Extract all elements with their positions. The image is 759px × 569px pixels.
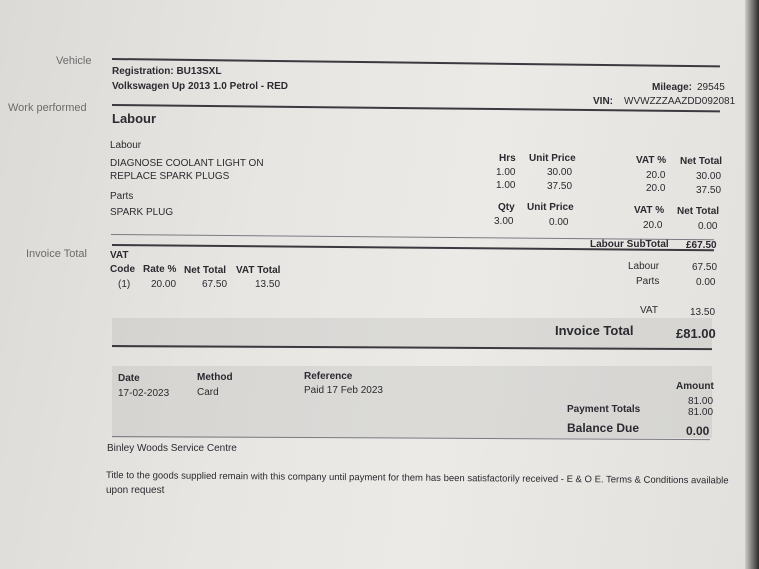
labour-col-net-total: Net Total: [680, 156, 723, 167]
labour-subtotal-value: £67.50: [686, 240, 717, 251]
summary-vat-value: 13.50: [690, 307, 716, 318]
registration: Registration: BU13SXL: [112, 66, 222, 77]
parts-col-qty: Qty: [498, 202, 515, 213]
mileage-value: 29545: [697, 82, 725, 93]
parts-row-net: 0.00: [698, 221, 718, 232]
summary-labour-label: Labour: [628, 261, 660, 272]
payment-row-amount: 81.00: [688, 396, 714, 407]
balance-due-value: 0.00: [686, 424, 710, 438]
parts-col-unit-price: Unit Price: [527, 202, 574, 213]
vin-value: WVWZZZAAZDD092081: [624, 96, 736, 107]
labour-row-net: 37.50: [696, 185, 722, 196]
vat-col-rate: Rate %: [143, 264, 177, 275]
labour-row-hrs: 1.00: [496, 180, 516, 191]
work-performed-section-label: Work performed: [8, 102, 87, 114]
company-name: Binley Woods Service Centre: [107, 443, 237, 454]
labour-subsection-title: Labour: [110, 140, 142, 151]
vin-label: VIN:: [593, 96, 613, 107]
parts-col-net-total: Net Total: [677, 206, 720, 217]
summary-labour-value: 67.50: [692, 262, 718, 273]
labour-row-hrs: 1.00: [496, 167, 516, 178]
vat-row-net: 67.50: [202, 279, 228, 290]
labour-col-hrs: Hrs: [499, 153, 516, 164]
labour-row-vat: 20.0: [646, 183, 666, 194]
summary-parts-label: Parts: [636, 276, 660, 287]
labour-col-vat: VAT %: [636, 155, 667, 166]
terms-line-2: upon request: [106, 485, 165, 496]
vat-row-vat: 13.50: [255, 279, 281, 290]
vat-row-rate: 20.00: [151, 279, 177, 290]
parts-row-desc: SPARK PLUG: [110, 207, 174, 218]
labour-col-unit-price: Unit Price: [529, 153, 576, 164]
vat-table-title: VAT: [110, 250, 129, 261]
payment-row-date: 17-02-2023: [118, 388, 170, 399]
payment-row-reference: Paid 17 Feb 2023: [304, 385, 383, 396]
labour-heading: Labour: [112, 111, 157, 126]
summary-vat-label: VAT: [640, 305, 658, 316]
balance-due-label: Balance Due: [567, 421, 640, 435]
summary-parts-value: 0.00: [696, 277, 716, 288]
labour-row-unit: 30.00: [547, 167, 573, 178]
vat-col-net-total: Net Total: [184, 265, 227, 276]
invoice-total-label: Invoice Total: [555, 323, 634, 338]
labour-row-desc: DIAGNOSE COOLANT LIGHT ON: [110, 158, 264, 169]
payment-col-date: Date: [118, 373, 140, 384]
payment-col-method: Method: [197, 372, 233, 383]
payment-totals-value: 81.00: [688, 407, 714, 418]
parts-row-unit: 0.00: [549, 217, 569, 228]
labour-row-desc: REPLACE SPARK PLUGS: [110, 171, 230, 182]
labour-row-vat: 20.0: [646, 170, 666, 181]
parts-subsection-title: Parts: [110, 191, 134, 202]
vehicle-description: Volkswagen Up 2013 1.0 Petrol - RED: [112, 81, 288, 92]
labour-subtotal-label: Labour SubTotal: [590, 239, 669, 250]
vat-row-code: (1): [118, 279, 131, 290]
labour-row-net: 30.00: [696, 171, 722, 182]
payment-col-reference: Reference: [304, 371, 353, 382]
payment-col-amount: Amount: [676, 381, 714, 392]
payment-row-method: Card: [197, 387, 219, 398]
vehicle-section-label: Vehicle: [56, 55, 92, 67]
parts-row-vat: 20.0: [643, 220, 663, 231]
invoice-total-section-label: Invoice Total: [26, 248, 87, 260]
paper-edge-shadow: [745, 0, 759, 569]
vat-col-code: Code: [110, 264, 135, 275]
terms-line-1: Title to the goods supplied remain with this company until payment for them has been satisfactorily received - E & O E. Terms & Conditions available: [105, 470, 729, 487]
parts-col-vat: VAT %: [634, 205, 665, 216]
labour-row-unit: 37.50: [547, 181, 573, 192]
payment-totals-label: Payment Totals: [567, 404, 641, 415]
mileage-label: Mileage:: [652, 82, 693, 93]
invoice-total-value: £81.00: [676, 326, 716, 341]
parts-row-qty: 3.00: [494, 216, 514, 227]
vat-col-vat-total: VAT Total: [236, 265, 281, 276]
